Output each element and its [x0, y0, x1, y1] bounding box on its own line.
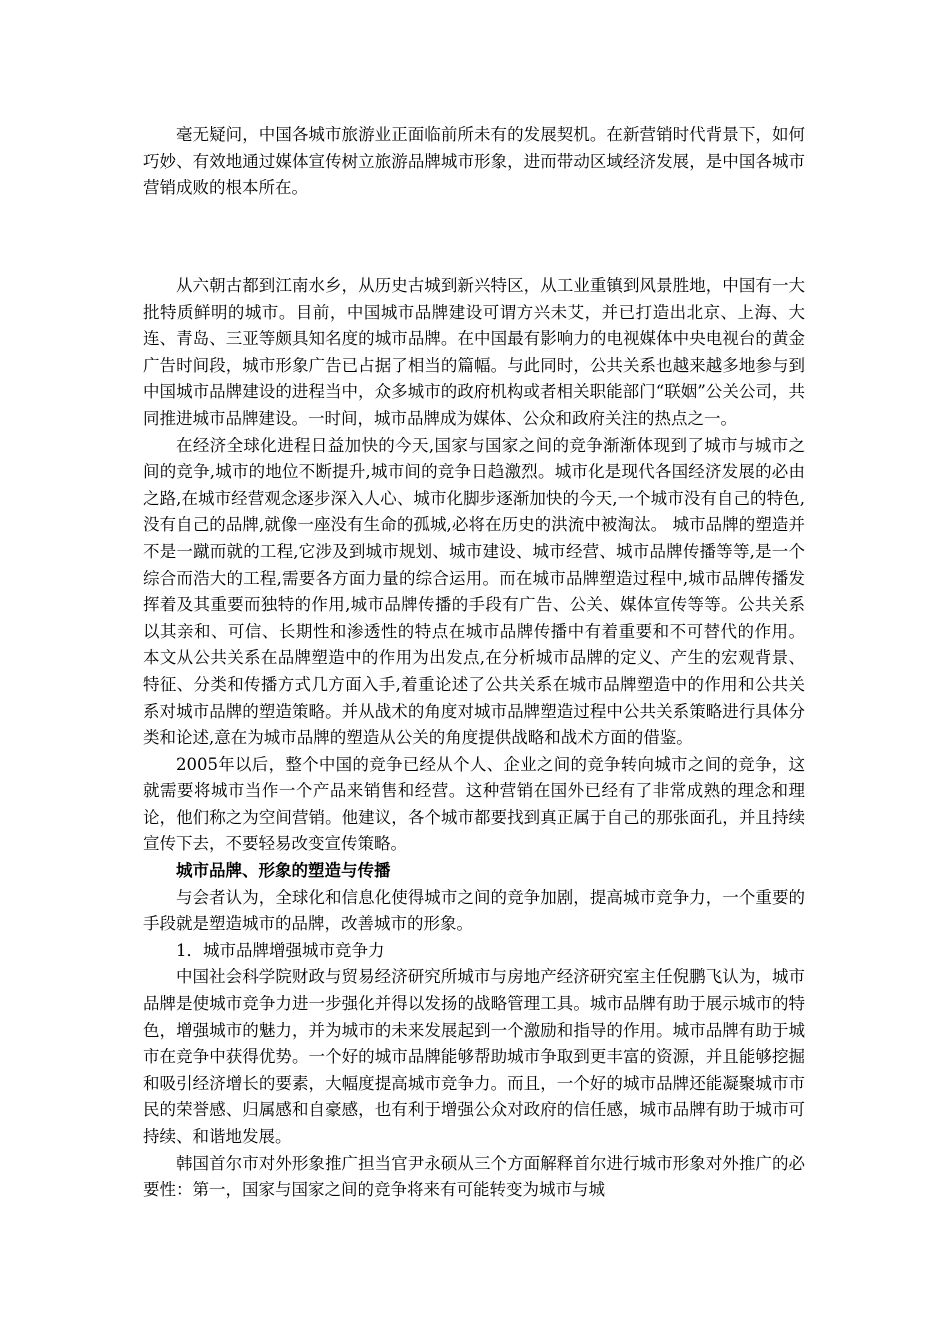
- paragraph-ni-pengfei: 中国社会科学院财政与贸易经济研究所城市与房地产经济研究室主任倪鹏飞认为，城市品牌是使城市竞争力进一步强化并得以发扬的战略管理工具。城市品牌有助于展示城市的特色，增强城市的魅力，并为城市的未来发展起到一个激励和指导的作用。城市品牌有助于城市在竞争中获得优势。一个好的城市品牌能够帮助城市争取到更丰富的资源，并且能够挖掘和吸引经济增长的要素，大幅度提高城市竞争力。而且，一个好的城市品牌还能凝聚城市市民的荣誉感、归属感和自豪感，也有利于增强公众对政府的信任感，城市品牌有助于城市可持续、和谐地发展。: [143, 967, 805, 1146]
- paragraph-globalization-competition: 在经济全球化进程日益加快的今天,国家与国家之间的竞争渐渐体现到了城市与城市之间的竞争,城市的地位不断提升,城市间的竞争日趋激烈。城市化是现代各国经济发展的必由之路,在城市经营观念逐步深入人心、城市化脚步逐渐加快的今天,一个城市没有自己的特色,没有自己的品牌,就像一座没有生命的孤城,必将在历史的洪流中被淘汰。 城市品牌的塑造并不是一蹴而就的工程,它涉及到城市规划、城市建设、城市经营、城市品牌传播等等,是一个综合而浩大的工程,需要各方面力量的综合运用。而在城市品牌塑造过程中,城市品牌传播发挥着及其重要而独特的作用,城市品牌传播的手段有广告、公关、媒体宣传等等。公共关系以其亲和、可信、长期性和渗透性的特点在城市品牌传播中有着重要和不可替代的作用。 本文从公共关系在品牌塑造中的作用为出发点,在分析城市品牌的定义、产生的宏观背景、特征、分类和传播方式几方面入手,着重论述了公共关系在城市品牌塑造中的作用和公共关系对城市品牌的塑造策略。并从战术的角度对城市品牌塑造过程中公共关系策略进行具体分类和论述,意在为城市品牌的塑造从公关的角度提供战略和战术方面的借鉴。: [143, 435, 805, 748]
- paragraph-attendees-view: 与会者认为，全球化和信息化使得城市之间的竞争加剧，提高城市竞争力，一个重要的手段就是塑造城市的品牌，改善城市的形象。: [143, 887, 805, 934]
- paragraph-city-brand-overview: 从六朝古都到江南水乡，从历史古城到新兴特区，从工业重镇到风景胜地，中国有一大批特质鲜明的城市。目前，中国城市品牌建设可谓方兴未艾，并已打造出北京、上海、大连、青岛、三亚等颇具知名度的城市品牌。在中国最有影响力的电视媒体中央电视台的黄金广告时间段，城市形象广告已占据了相当的篇幅。与此同时，公共关系也越来越多地参与到中国城市品牌建设的进程当中，众多城市的政府机构或者相关职能部门“联姻”公关公司，共同推进城市品牌建设。一时间，城市品牌成为媒体、公众和政府关注的热点之一。: [143, 276, 805, 428]
- intro-paragraph: 毫无疑问，中国各城市旅游业正面临前所未有的发展契机。在新营销时代背景下，如何巧妙、有效地通过媒体宣传树立旅游品牌城市形象，进而带动区域经济发展，是中国各城市营销成败的根本所在。: [143, 125, 805, 198]
- body-section: [143, 273, 805, 1204]
- paragraph-2005-competition: 2005年以后，整个中国的竞争已经从个人、企业之间的竞争转向城市之间的竞争，这就需要将城市当作一个产品来销售和经营。这种营销在国外已经有了非常成熟的理念和理论，他们称之为空间营销。他建议，各个城市都要找到真正属于自己的那张面孔，并且持续宣传下去，不要轻易改变宣传策略。: [143, 754, 805, 854]
- subheading-brand-competitiveness: 1．城市品牌增强城市竞争力: [176, 940, 385, 960]
- intro-section: [143, 122, 805, 202]
- paragraph-seoul-promotion: 韩国首尔市对外形象推广担当官尹永硕从三个方面解释首尔进行城市形象对外推广的必要性：第一，国家与国家之间的竞争将来有可能转变为城市与城: [143, 1153, 805, 1200]
- section-heading: 城市品牌、形象的塑造与传播: [176, 861, 391, 881]
